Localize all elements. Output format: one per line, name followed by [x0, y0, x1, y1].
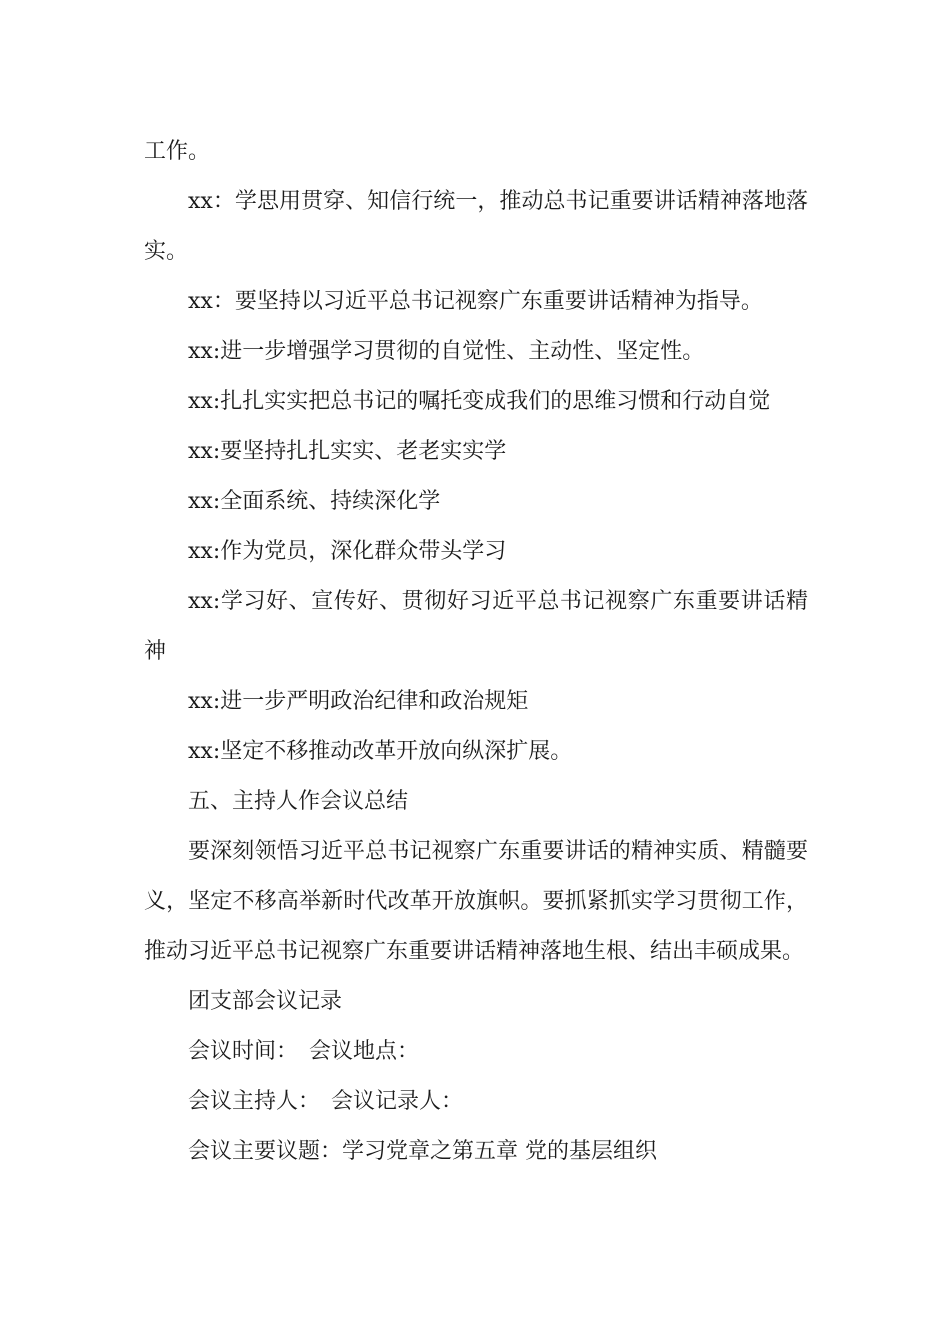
- paragraph-speaker-8: xx:学习好、宣传好、贯彻好习近平总书记视察广东重要讲话精神: [144, 589, 808, 664]
- paragraph-speaker-9: xx:进一步严明政治纪律和政治规矩: [188, 689, 529, 714]
- record-host-recorder: 会议主持人： 会议记录人：: [188, 1089, 464, 1114]
- paragraph-speaker-5: xx:要坚持扎扎实实、老老实实学: [188, 439, 507, 464]
- paragraph-summary: 要深刻领悟习近平总书记视察广东重要讲话的精神实质、精髓要义，坚定不移高举新时代改革开放旗帜。要抓紧抓实学习贯彻工作，推动习近平总书记视察广东重要讲话精神落地生根、结出丰硕成果。: [144, 839, 808, 964]
- paragraph-speaker-3: xx:进一步增强学习贯彻的自觉性、主动性、坚定性。: [188, 339, 705, 364]
- section-heading-summary: 五、主持人作会议总结: [188, 789, 409, 814]
- record-main-topic: 会议主要议题：学习党章之第五章 党的基层组织: [188, 1139, 657, 1164]
- paragraph-speaker-4: xx:扎扎实实把总书记的嘱托变成我们的思维习惯和行动自觉: [188, 389, 771, 414]
- paragraph-speaker-6: xx:全面系统、持续深化学: [188, 489, 441, 514]
- paragraph-speaker-7: xx:作为党员，深化群众带头学习: [188, 539, 507, 564]
- paragraph-speaker-2: xx：要坚持以习近平总书记视察广东重要讲话精神为指导。: [188, 289, 763, 314]
- paragraph-speaker-1: xx：学思用贯穿、知信行统一，推动总书记重要讲话精神落地落实。: [144, 189, 808, 264]
- paragraph-speaker-10: xx:坚定不移推动改革开放向纵深扩展。: [188, 739, 573, 764]
- document-body: [144, 127, 808, 1177]
- record-time-location: 会议时间： 会议地点：: [188, 1039, 420, 1064]
- record-title: 团支部会议记录: [188, 989, 343, 1014]
- paragraph-continuation: 工作。: [144, 139, 211, 164]
